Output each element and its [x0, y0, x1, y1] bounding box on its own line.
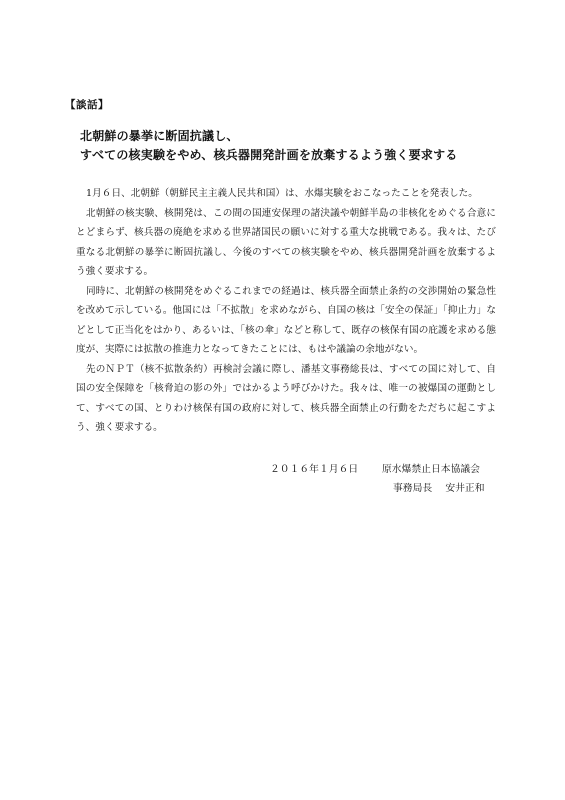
paragraph-2: 北朝鮮の核実験、核開発は、この間の国連安保理の諸決議や朝鮮半島の非核化をめぐる合意にとどまらず、核兵器の廃絶を求める世界諸国民の願いに対する重大な挑戦である。我々は、たび重なる北朝鮮の暴挙に断固抗議し、今後のすべての核実験をやめ、核兵器開発計画を放棄するよう強く要求する。	[76, 207, 496, 277]
signature-person-line	[393, 480, 485, 494]
signature-role: 事務局長	[393, 483, 433, 494]
statement-body	[76, 184, 496, 438]
paragraph-1: 1月６日、北朝鮮（朝鮮民主主義人民共和国）は、水爆実験をおこなったことを発表した。	[86, 188, 478, 199]
statement-label: 【談話】	[65, 99, 109, 111]
signature-name: 安井正和	[445, 483, 485, 494]
signature-organization: 原水爆禁止日本協議会	[382, 464, 480, 475]
paragraph-4: 先のＮＰＴ（核不拡散条約）再検討会議に際し、潘基文事務総長は、すべての国に対して、自国の安全保障を「核脅迫の影の外」ではかるよう呼びかけた。我々は、唯一の被爆国の運動として、すべての国、とりわけ核保有国の政府に対して、核兵器全面禁止の行動をただちに起こすよう、強く要求する。	[76, 363, 496, 433]
paragraph-3: 同時に、北朝鮮の核開発をめぐるこれまでの経過は、核兵器全面禁止条約の交渉開始の緊急性を改めて示している。他国には「不拡散」を求めながら、自国の核は「安全の保証」「抑止力」などとして正当化をはかり、あるいは、「核の傘」などと称して、既存の核保有国の庇護を求める態度が、実際には拡散の推進力となってきたことには、もはや議論の余地がない。	[76, 285, 496, 355]
headline-line-2: すべての核実験をやめ、核兵器開発計画を放棄するよう強く要求する	[80, 148, 458, 162]
headline-line-1: 北朝鮮の暴挙に断固抗議し、	[80, 129, 239, 143]
headline	[80, 127, 457, 165]
signature-date: ２０１６年１月６日	[270, 464, 359, 475]
